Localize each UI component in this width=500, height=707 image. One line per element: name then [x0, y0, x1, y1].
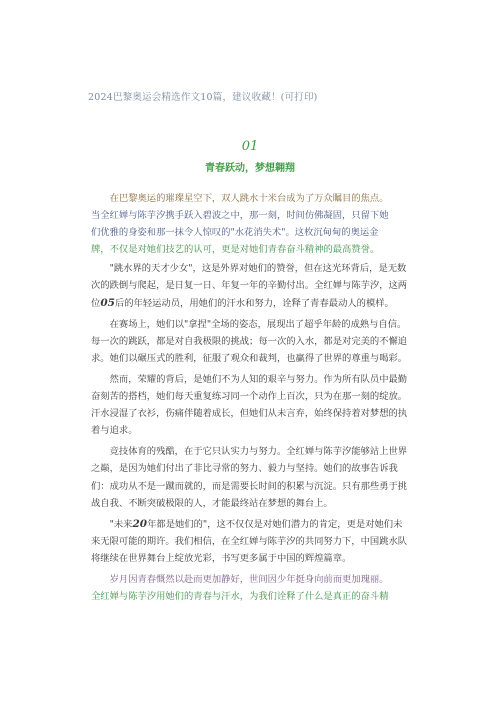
- section-title: 青春跃动，梦想翱翔: [205, 163, 295, 174]
- paragraph-2-highlight: 05: [100, 296, 115, 309]
- paragraph-2-text-a: "跳水界的天才少女"，这是外界对她们的赞誉，但在这光环背后，是无数次的跌倒与爬起，是日复一日、年复一年的辛勤付出。全红婵与陈芋汐，这两位: [91, 263, 408, 309]
- paragraph-1: [91, 190, 411, 258]
- paragraph-7: [91, 571, 411, 605]
- paragraph-2-text-b: 后的年轻运动员，用她们的汗水和努力，诠释了青春最动人的模样。: [114, 297, 394, 309]
- paragraph-1-line-4: 牌，不仅是对她们技艺的认可，更是对她们青春奋斗精神的最高赞誉。: [91, 244, 380, 256]
- document-title: 2024巴黎奥运会精选作文10篇，建议收藏！(可打印): [88, 92, 318, 103]
- section-number: 01: [241, 139, 259, 154]
- paragraph-3: 在赛场上，她们以"拿捏"全场的姿态，展现出了超乎年龄的成熟与自信。每一次的跳跃，都是对自我极限的挑战；每一次的入水，都是对完美的不懈追求。她们以碾压式的胜利，征服了观众和裁判，也赢得了世界的尊重与喝彩。: [91, 318, 408, 364]
- paragraph-1-line-2: 当全红婵与陈芋汐携手跃入碧波之中，那一刻，时间仿佛凝固，只留下她: [91, 210, 389, 222]
- paragraph-1-line-3: 们优雅的身姿和那一抹令人惊叹的"水花消失术"。这枚沉甸甸的奥运金: [91, 227, 379, 239]
- paragraph-1-line-1: 在巴黎奥运的璀璨星空下，双人跳水十米台成为了万众瞩目的焦点。: [109, 193, 389, 204]
- paragraph-6-text-a: "未来: [109, 518, 133, 530]
- paragraph-6-highlight: 20: [132, 517, 148, 530]
- paragraph-4: 然而，荣耀的背后，是她们不为人知的艰辛与努力。作为所有队员中最勤奋刻苦的搭档，她们每天重复练习同一个动作上百次，只为在那一刻的绽放。汗水浸湿了衣衫，伤痛伴随着成长，但她们从未言弃，始终保持着对梦想的执着与追求。: [91, 373, 408, 437]
- article-body: [91, 190, 411, 609]
- paragraph-6: [91, 516, 411, 567]
- paragraph-6-text-b: 年都是她们的"，这不仅仅是对她们潜力的肯定，更是对她们未来无限可能的期许。我们相信，在全红婵与陈芋汐的共同努力下，中国跳水队将继续在世界舞台上绽放光彩，书写更多属于中国的辉煌篇章。: [91, 518, 408, 564]
- paragraph-7-line-1: 岁月因青春慨然以赴而更加静好，世间因少年挺身向前而更加瑰丽。: [109, 573, 389, 585]
- paragraph-5: 竞技体育的残酷，在于它只认实力与努力。全红婵与陈芋汐能够站上世界之巅，是因为她们付出了非比寻常的努力、毅力与坚持。她们的故事告诉我们：成功从不是一蹴而就的，而是需要长时间的积累与沉淀。只有那些勇于挑战自我、不断突破极限的人，才能最终站在梦想的舞台上。: [91, 446, 408, 509]
- paragraph-7-line-2: 全红婵与陈芋汐用她们的青春与汗水，为我们诠释了什么是真正的奋斗精: [91, 591, 389, 603]
- paragraph-2: [91, 260, 411, 311]
